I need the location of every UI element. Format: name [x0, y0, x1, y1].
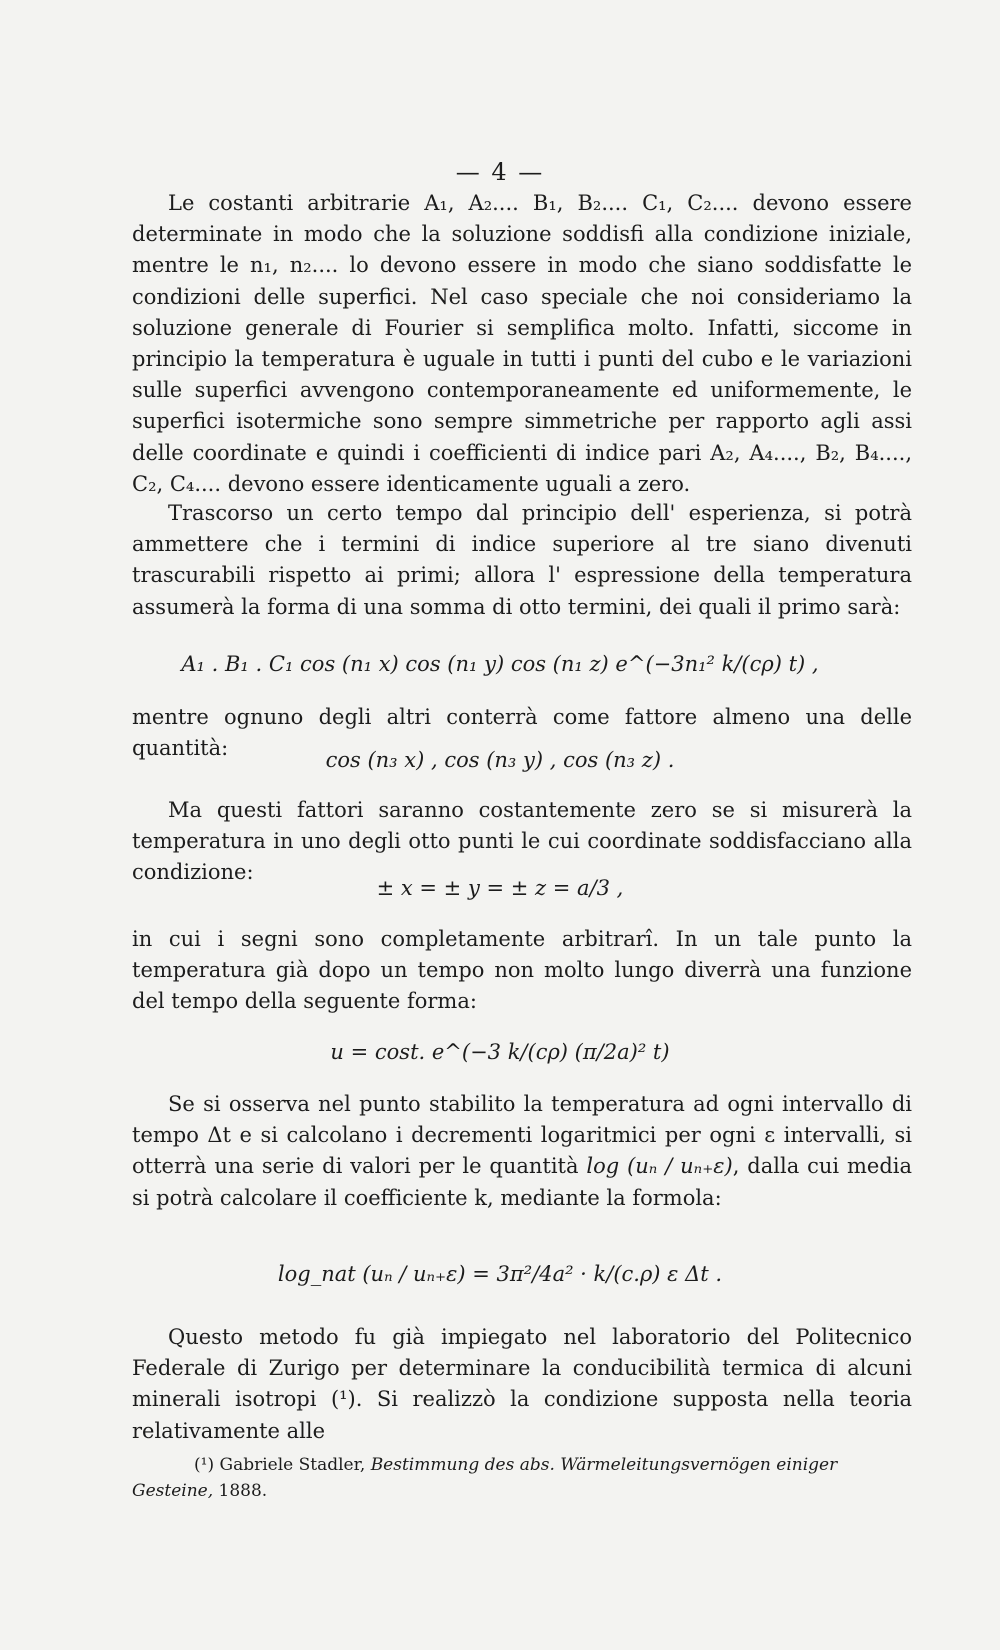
equation-cos-factors: cos (n₃ x) , cos (n₃ y) , cos (n₃ z) .: [325, 748, 675, 772]
paragraph-5: in cui i segni sono completamente arbitrarî. In un tale punto la temperatura già dopo un tempo non molto lungo diverrà una funzione del tempo della seguente forma:: [132, 927, 912, 1014]
equation-formula-k: log_nat (uₙ / uₙ₊ε) = 3π²/4a² · k/(c.ρ) ε Δt .: [277, 1262, 723, 1286]
footnote-mark: (¹): [194, 1455, 215, 1475]
paragraph-6-part-b: , dalla cui media si potrà calcolare il coefficiente k, mediante la formola:: [132, 1154, 913, 1210]
paragraph-6: [132, 1089, 912, 1214]
equation-condition: ± x = ± y = ± z = a/3 ,: [376, 876, 624, 900]
paragraph-1: Le costanti arbitrarie A₁, A₂.... B₁, B₂.... C₁, C₂.... devono essere determinate in modo che la soluzione soddisfi alla condizione iniziale, mentre le n₁, n₂.... lo devono essere in modo che siano soddisfatte le condizioni delle superfici. Nel caso speciale che noi consideriamo la soluzione generale di Fourier si semplifica molto. Infatti, siccome in principio la temperatura è uguale in tutti i punti del cubo e le variazioni sulle superfici avvengono contemporaneamente ed uniformemente, le superfici isotermiche sono sempre simmetriche per rapporto agli assi delle coordinate e quindi i coefficienti di indice pari A₂, A₄...., B₂, B₄...., C₂, C₄.... devono essere identicamente uguali a zero.: [132, 191, 912, 496]
footnote-title: Bestimmung des abs. Wärmeleitungsvernögen einiger Gesteine,: [132, 1455, 838, 1501]
paragraph-2: Trascorso un certo tempo dal principio dell' esperienza, si potrà ammettere che i termini di indice superiore al tre siano divenuti trascurabili rispetto ai primi; allora l' espressione della temperatura assumerà la forma di una somma di otto termini, dei quali il primo sarà:: [132, 501, 912, 619]
paragraph-3: mentre ognuno degli altri conterrà come fattore almeno una delle quantità:: [132, 705, 912, 761]
inline-log-ratio: log (uₙ / uₙ₊ε): [586, 1154, 733, 1179]
paragraph-7: Questo metodo fu già impiegato nel laboratorio del Politecnico Federale di Zurigo per determinare la conducibilità termica di alcuni minerali isotropi (¹). Si realizzò la condizione supposta nella teoria relativamente alle: [132, 1325, 912, 1443]
equation-temperature-form: u = cost. e^(−3 k/(cρ) (π/2a)² t): [330, 1040, 670, 1064]
page-number: — 4 —: [455, 158, 545, 186]
footnote: [132, 1452, 912, 1504]
footnote-year: 1888.: [218, 1481, 268, 1501]
footnote-author: Gabriele Stadler,: [219, 1455, 366, 1475]
paragraph-4: Ma questi fattori saranno costantemente zero se si misurerà la temperatura in uno degli otto punti le cui coordinate soddisfacciano alla condizione:: [132, 798, 912, 885]
paragraph-6-part-a: Se si osserva nel punto stabilito la temperatura ad ogni intervallo di tempo Δt e si calcolano i decrementi logaritmici per ogni ε intervalli, si otterrà una serie di valori per le quantità: [132, 1092, 912, 1179]
equation-first-term: A₁ . B₁ . C₁ cos (n₁ x) cos (n₁ y) cos (n₁ z) e^(−3n₁² k/(cρ) t) ,: [181, 652, 819, 676]
